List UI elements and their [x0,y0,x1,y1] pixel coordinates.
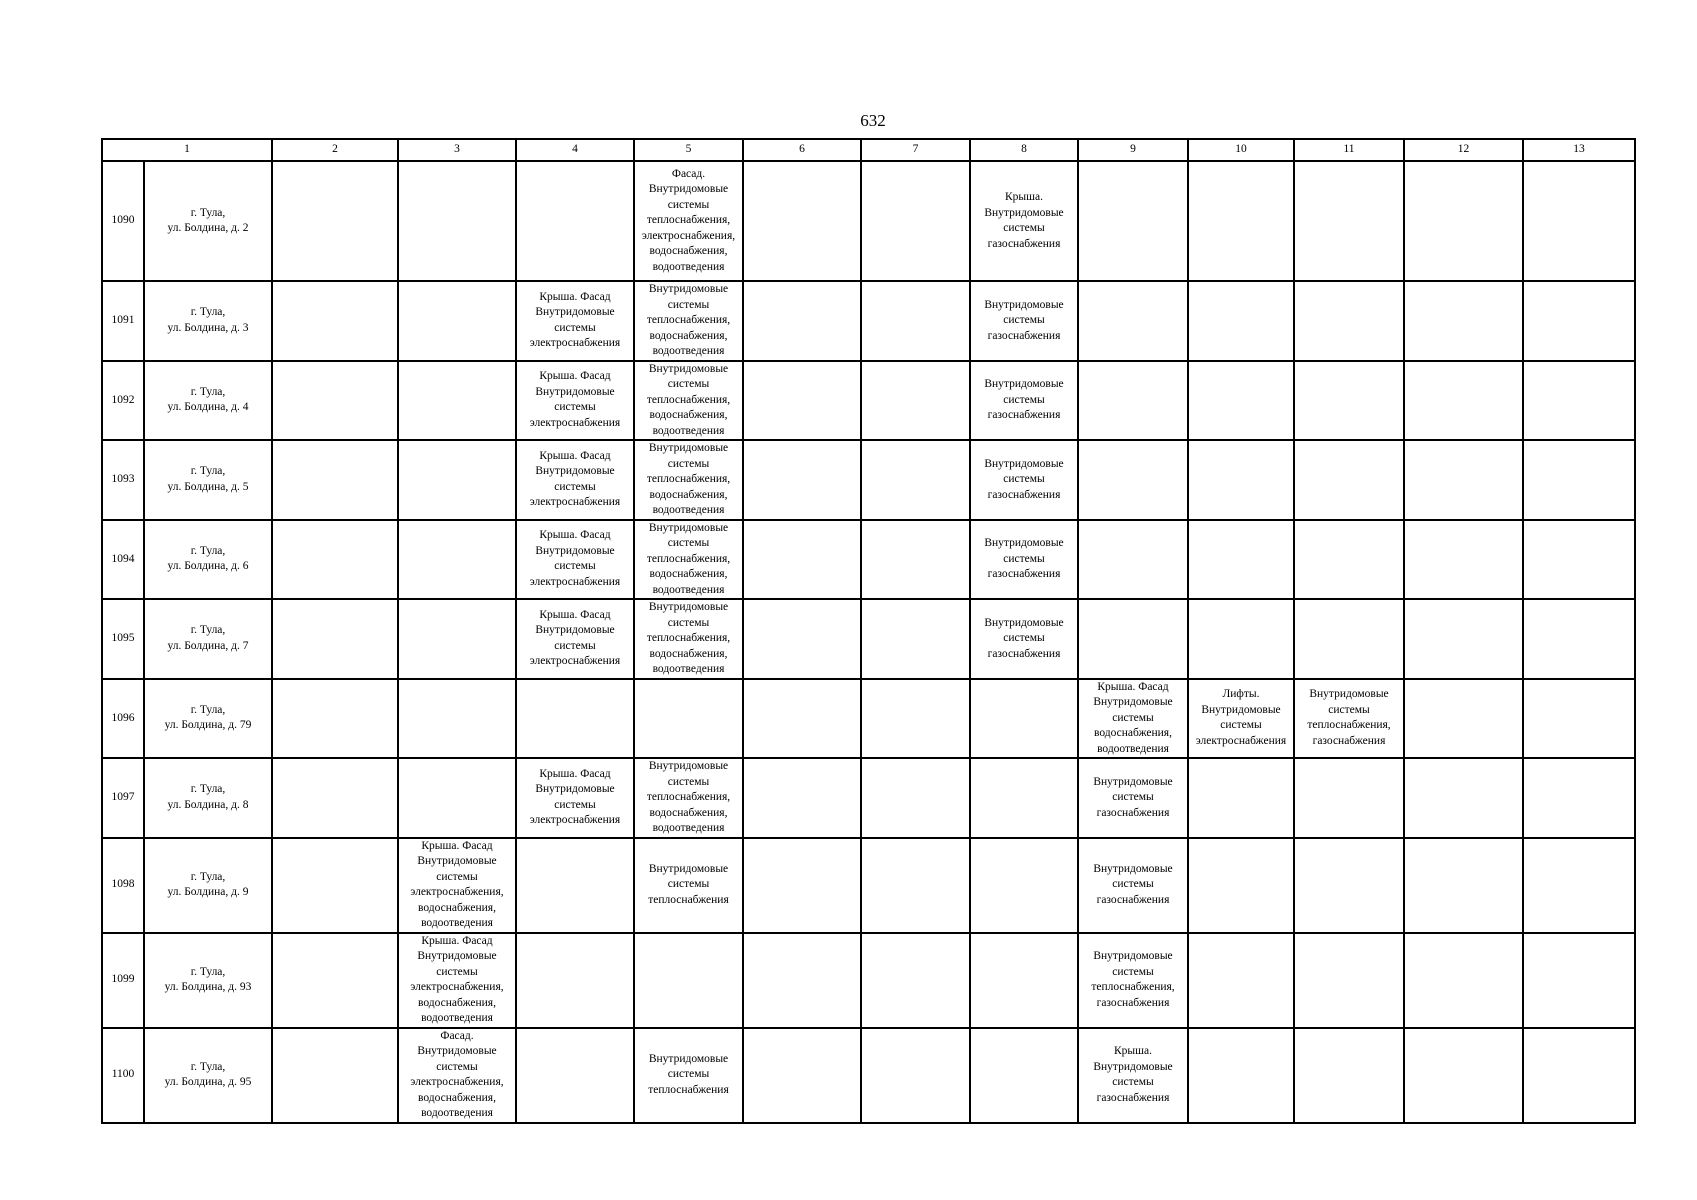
column-header: 9 [1078,139,1188,161]
address-street: ул. Болдина, д. 5 [167,480,249,493]
address-cell [144,679,272,759]
work-description: Крыша. Фасад Внутридомовые системы электроснабжения [529,608,621,668]
work-cell-col-10 [1188,281,1294,361]
work-cell-col-9 [1078,281,1188,361]
column-header: 7 [861,139,970,161]
work-cell-col-7 [861,1028,970,1123]
table-row [102,161,1635,281]
work-description: Крыша. Фасад Внутридомовые системы электроснабжения [529,529,621,588]
address-cell [144,838,272,933]
address-city: г. Тула, [190,206,226,219]
work-cell-col-9 [1078,933,1188,1028]
work-cell-col-2 [272,161,398,281]
work-cell-col-8 [970,281,1078,361]
work-cell-col-4 [516,440,634,520]
address-city: г. Тула, [190,465,226,478]
work-cell-col-9 [1078,679,1188,759]
work-description: Крыша. Фасад Внутридомовые системы электроснабжения [529,767,621,827]
address-city: г. Тула, [190,870,226,883]
work-cell-col-8 [970,838,1078,933]
work-cell-col-2 [272,758,398,838]
work-cell-col-7 [861,520,970,600]
work-description: Внутридомовые системы газоснабжения [984,298,1064,342]
work-cell-col-8 [970,599,1078,679]
table-row [102,758,1635,838]
work-cell-col-10 [1188,679,1294,759]
work-description: Внутридомовые системы теплоснабжения, водоснабжения, водоотведения [646,521,731,596]
work-cell-col-6 [743,933,861,1028]
work-cell-col-7 [861,361,970,441]
work-cell-col-13 [1523,161,1635,281]
table-row [102,520,1635,600]
work-cell-col-11 [1294,440,1404,520]
work-cell-col-13 [1523,758,1635,838]
address-city: г. Тула, [190,624,226,637]
row-number: 1091 [102,281,144,361]
work-cell-col-13 [1523,520,1635,600]
work-cell-col-5 [634,679,743,759]
work-cell-col-10 [1188,599,1294,679]
work-cell-col-8 [970,679,1078,759]
work-cell-col-5 [634,838,743,933]
work-cell-col-3 [398,1028,516,1123]
row-number: 1093 [102,440,144,520]
work-cell-col-5 [634,1028,743,1123]
work-cell-col-12 [1404,361,1523,441]
address-cell [144,361,272,441]
work-cell-col-9 [1078,838,1188,933]
work-cell-col-13 [1523,281,1635,361]
work-description: Внутридомовые системы теплоснабжения, водоснабжения, водоотведения [646,362,731,437]
work-cell-col-2 [272,679,398,759]
work-cell-col-12 [1404,933,1523,1028]
work-cell-col-12 [1404,161,1523,281]
row-number: 1097 [102,758,144,838]
address-street: ул. Болдина, д. 7 [167,639,249,652]
work-cell-col-11 [1294,599,1404,679]
address-city: г. Тула, [190,703,226,716]
address-street: ул. Болдина, д. 4 [167,401,249,414]
work-cell-col-9 [1078,520,1188,600]
work-cell-col-6 [743,520,861,600]
work-description: Внутридомовые системы газоснабжения [984,537,1064,580]
work-description: Крыша. Фасад Внутридомовые системы электроснабжения, водоснабжения, водоотведения [410,934,504,1024]
work-cell-col-12 [1404,758,1523,838]
work-description: Внутридомовые системы теплоснабжения, газоснабжения [1307,688,1391,747]
work-cell-col-6 [743,440,861,520]
work-description: Внутридомовые системы теплоснабжения [648,862,729,906]
column-header: 1 [102,139,272,161]
work-cell-col-9 [1078,361,1188,441]
work-cell-col-7 [861,281,970,361]
work-cell-col-3 [398,599,516,679]
work-cell-col-4 [516,361,634,441]
work-cell-col-4 [516,281,634,361]
column-header: 11 [1294,139,1404,161]
work-description: Внутридомовые системы теплоснабжения [648,1052,729,1096]
work-cell-col-9 [1078,161,1188,281]
column-header: 10 [1188,139,1294,161]
work-cell-col-12 [1404,679,1523,759]
column-header: 4 [516,139,634,161]
work-cell-col-10 [1188,758,1294,838]
work-cell-col-4 [516,933,634,1028]
work-cell-col-4 [516,599,634,679]
work-cell-col-3 [398,758,516,838]
work-cell-col-3 [398,520,516,600]
address-cell [144,161,272,281]
work-cell-col-12 [1404,1028,1523,1123]
work-cell-col-6 [743,1028,861,1123]
work-cell-col-10 [1188,933,1294,1028]
work-cell-col-3 [398,933,516,1028]
work-cell-col-8 [970,1028,1078,1123]
work-cell-col-11 [1294,679,1404,759]
work-cell-col-11 [1294,758,1404,838]
work-cell-col-9 [1078,758,1188,838]
work-cell-col-4 [516,838,634,933]
address-street: ул. Болдина, д. 8 [167,798,249,811]
address-cell [144,440,272,520]
work-cell-col-10 [1188,161,1294,281]
page-number: 632 [860,111,886,130]
work-cell-col-6 [743,679,861,759]
work-description: Крыша. Фасад Внутридомовые системы электроснабжения, водоснабжения, водоотведения [410,839,504,929]
column-header: 6 [743,139,861,161]
work-cell-col-6 [743,838,861,933]
work-cell-col-5 [634,599,743,679]
work-cell-col-4 [516,758,634,838]
row-number: 1094 [102,520,144,600]
work-cell-col-7 [861,758,970,838]
work-cell-col-6 [743,599,861,679]
address-street: ул. Болдина, д. 3 [167,321,249,334]
work-cell-col-5 [634,161,743,281]
table-row [102,599,1635,679]
address-city: г. Тула, [190,1060,226,1073]
work-cell-col-7 [861,599,970,679]
work-cell-col-7 [861,933,970,1028]
address-cell [144,281,272,361]
work-cell-col-11 [1294,281,1404,361]
work-cell-col-11 [1294,1028,1404,1123]
work-cell-col-8 [970,758,1078,838]
work-cell-col-5 [634,933,743,1028]
work-cell-col-11 [1294,933,1404,1028]
work-description: Крыша. Фасад Внутридомовые системы электроснабжения [529,290,621,350]
work-cell-col-2 [272,361,398,441]
work-cell-col-5 [634,281,743,361]
work-description: Крыша. Внутридомовые системы газоснабжения [984,191,1064,250]
work-cell-col-8 [970,520,1078,600]
work-cell-col-2 [272,599,398,679]
table-row [102,440,1635,520]
work-cell-col-13 [1523,838,1635,933]
work-cell-col-9 [1078,599,1188,679]
row-number: 1099 [102,933,144,1028]
table-body [102,161,1635,1123]
address-street: ул. Болдина, д. 79 [164,719,252,732]
work-cell-col-2 [272,838,398,933]
work-description: Внутридомовые системы газоснабжения [984,378,1064,421]
work-cell-col-7 [861,161,970,281]
address-street: ул. Болдина, д. 9 [167,886,249,898]
work-cell-col-3 [398,838,516,933]
work-description: Внутридомовые системы теплоснабжения, газоснабжения [1091,950,1175,1009]
row-number: 1098 [102,838,144,933]
column-header: 3 [398,139,516,161]
table-row [102,361,1635,441]
address-city: г. Тула, [190,385,226,398]
table-row [102,1028,1635,1123]
work-cell-col-6 [743,281,861,361]
work-description: Внутридомовые системы газоснабжения [984,616,1064,660]
work-cell-col-5 [634,361,743,441]
table-row [102,281,1635,361]
work-description: Внутридомовые системы теплоснабжения, водоснабжения, водоотведения [646,601,731,675]
work-cell-col-4 [516,1028,634,1123]
column-header: 2 [272,139,398,161]
work-cell-col-4 [516,161,634,281]
work-cell-col-12 [1404,440,1523,520]
column-header: 8 [970,139,1078,161]
work-cell-col-8 [970,161,1078,281]
work-cell-col-3 [398,679,516,759]
work-cell-col-8 [970,440,1078,520]
column-header: 12 [1404,139,1523,161]
work-cell-col-13 [1523,1028,1635,1123]
address-cell [144,599,272,679]
address-city: г. Тула, [190,306,226,319]
work-cell-col-10 [1188,1028,1294,1123]
work-cell-col-6 [743,361,861,441]
address-street: ул. Болдина, д. 95 [164,1076,252,1088]
work-cell-col-7 [861,838,970,933]
work-cell-col-2 [272,281,398,361]
work-cell-col-3 [398,161,516,281]
work-cell-col-2 [272,520,398,600]
work-cell-col-11 [1294,838,1404,933]
work-cell-col-12 [1404,838,1523,933]
address-street: ул. Болдина, д. 93 [164,981,252,993]
work-cell-col-10 [1188,838,1294,933]
table-row [102,679,1635,759]
work-description: Внутридомовые системы газоснабжения [984,457,1064,501]
table-row [102,838,1635,933]
work-cell-col-11 [1294,361,1404,441]
work-cell-col-6 [743,161,861,281]
work-description: Внутридомовые системы теплоснабжения, водоснабжения, водоотведения [646,442,731,516]
work-cell-col-12 [1404,520,1523,600]
work-cell-col-10 [1188,520,1294,600]
work-cell-col-2 [272,933,398,1028]
table-row [102,933,1635,1028]
address-cell [144,1028,272,1123]
row-number: 1100 [102,1028,144,1123]
work-cell-col-11 [1294,520,1404,600]
work-description: Фасад. Внутридомовые системы теплоснабжения, электроснабжения, водоснабжения, водоотведения [641,167,736,273]
work-cell-col-7 [861,440,970,520]
address-street: ул. Болдина, д. 2 [167,222,249,234]
work-description: Внутридомовые системы теплоснабжения, водоснабжения, водоотведения [646,760,731,834]
work-cell-col-10 [1188,361,1294,441]
work-cell-col-10 [1188,440,1294,520]
work-cell-col-13 [1523,933,1635,1028]
work-description: Внутридомовые системы газоснабжения [1093,862,1173,906]
row-number: 1096 [102,679,144,759]
address-cell [144,520,272,600]
work-cell-col-2 [272,1028,398,1123]
work-cell-col-13 [1523,440,1635,520]
work-description: Фасад. Внутридомовые системы электроснабжения, водоснабжения, водоотведения [410,1029,504,1119]
work-description: Крыша. Фасад Внутридомовые системы электроснабжения [529,370,621,429]
work-cell-col-13 [1523,599,1635,679]
work-cell-col-5 [634,758,743,838]
work-description: Внутридомовые системы газоснабжения [1093,775,1173,819]
work-description: Крыша. Внутридомовые системы газоснабжения [1093,1045,1173,1104]
address-city: г. Тула, [190,965,226,978]
work-cell-col-3 [398,281,516,361]
work-cell-col-8 [970,933,1078,1028]
work-description: Внутридомовые системы теплоснабжения, водоснабжения, водоотведения [646,283,731,357]
work-cell-col-6 [743,758,861,838]
work-cell-col-4 [516,679,634,759]
work-cell-col-11 [1294,161,1404,281]
row-number: 1092 [102,361,144,441]
address-cell [144,758,272,838]
work-cell-col-3 [398,361,516,441]
work-cell-col-13 [1523,361,1635,441]
address-cell [144,933,272,1028]
address-city: г. Тула, [190,544,226,557]
work-cell-col-9 [1078,440,1188,520]
repair-schedule-table [101,138,1636,1124]
work-cell-col-7 [861,679,970,759]
work-cell-col-8 [970,361,1078,441]
header-row [102,139,1635,161]
work-cell-col-3 [398,440,516,520]
work-cell-col-5 [634,440,743,520]
work-description: Лифты. Внутридомовые системы электроснабжения [1195,688,1287,747]
work-description: Крыша. Фасад Внутридомовые системы водоснабжения, водоотведения [1093,680,1173,755]
work-description: Крыша. Фасад Внутридомовые системы электроснабжения [529,449,621,509]
column-header: 5 [634,139,743,161]
work-cell-col-12 [1404,599,1523,679]
address-street: ул. Болдина, д. 6 [167,560,249,573]
work-cell-col-2 [272,440,398,520]
work-cell-col-9 [1078,1028,1188,1123]
work-cell-col-4 [516,520,634,600]
column-header: 13 [1523,139,1635,161]
address-city: г. Тула, [190,783,226,796]
work-cell-col-12 [1404,281,1523,361]
work-cell-col-13 [1523,679,1635,759]
work-cell-col-5 [634,520,743,600]
row-number: 1095 [102,599,144,679]
row-number: 1090 [102,161,144,281]
